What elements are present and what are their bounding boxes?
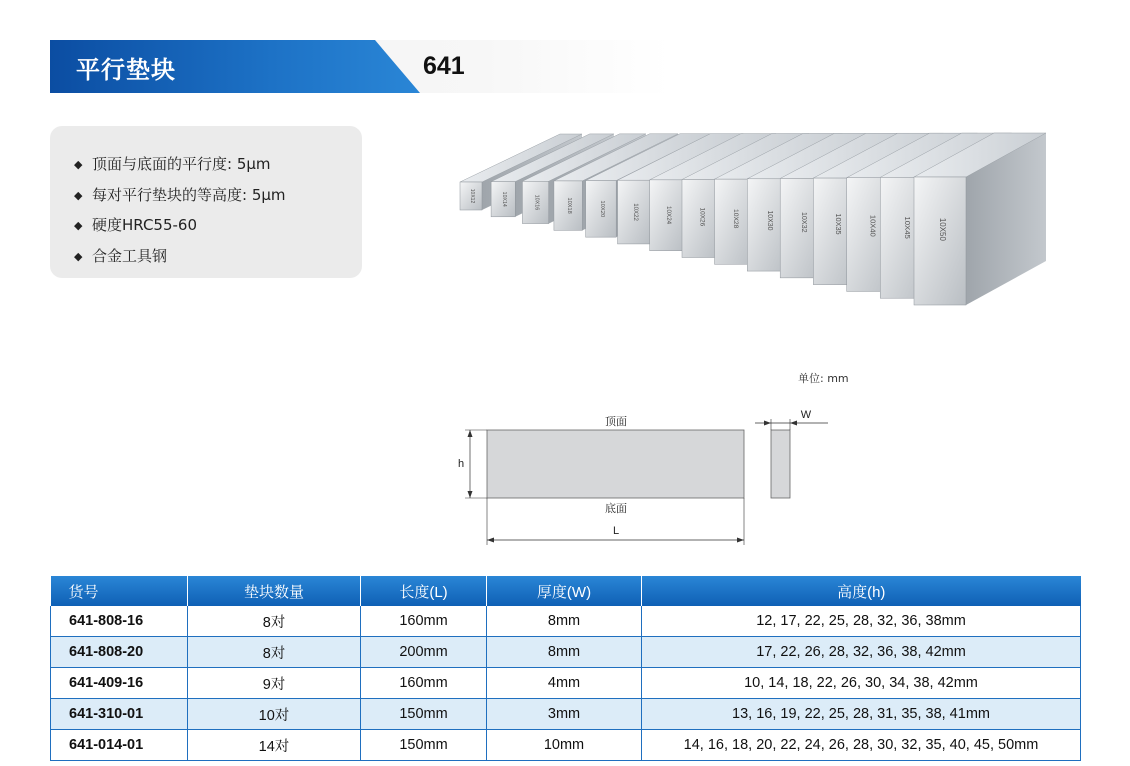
block-side-view xyxy=(771,430,790,498)
cell-heights: 13, 16, 19, 22, 25, 28, 31, 35, 38, 41mm xyxy=(642,699,1081,730)
block-size-label: 10X40 xyxy=(868,214,878,237)
feature-item: ◆ 每对平行垫块的等高度: 5μm xyxy=(74,181,286,212)
block-size-label: 10X12 xyxy=(469,188,475,204)
cell-thickness: 8mm xyxy=(487,637,642,668)
block-front-view xyxy=(487,430,744,498)
features-box xyxy=(50,126,362,278)
cell-length: 160mm xyxy=(361,668,487,699)
product-code: 641 xyxy=(423,52,465,80)
block-size-label: 10X30 xyxy=(765,210,773,231)
table-row xyxy=(51,606,1081,637)
header-banner xyxy=(50,40,670,93)
length-label: L xyxy=(612,525,620,537)
height-arrow-top xyxy=(468,430,473,437)
column-header: 高度(h) xyxy=(642,576,1081,606)
width-arrow-left xyxy=(764,421,771,426)
length-arrow-left xyxy=(487,538,494,543)
product-image xyxy=(455,130,1055,340)
column-header: 厚度(W) xyxy=(487,576,642,606)
cell-length: 200mm xyxy=(361,637,487,668)
diamond-bullet-icon: ◆ xyxy=(74,188,83,202)
cell-length: 150mm xyxy=(361,699,487,730)
block-size-label: 10X18 xyxy=(566,197,573,214)
cell-heights: 17, 22, 26, 28, 32, 36, 38, 42mm xyxy=(642,637,1081,668)
cell-thickness: 3mm xyxy=(487,699,642,730)
table-row xyxy=(51,637,1081,668)
page-title: 平行垫块 xyxy=(76,56,176,84)
block-size-label: 10X20 xyxy=(598,200,605,218)
column-header: 长度(L) xyxy=(361,576,487,606)
width-arrow-right xyxy=(790,421,797,426)
block-size-label: 10X32 xyxy=(799,211,808,233)
block-size-label: 10X26 xyxy=(698,207,706,227)
height-arrow-bottom xyxy=(468,491,473,498)
table-header-row xyxy=(51,576,1081,606)
cell-item-number: 641-808-20 xyxy=(51,637,188,668)
unit-label: 单位: mm xyxy=(798,372,849,385)
top-face-label: 顶面 xyxy=(605,415,627,428)
bottom-face-label: 底面 xyxy=(605,502,627,515)
diamond-bullet-icon: ◆ xyxy=(74,249,83,263)
diamond-bullet-icon: ◆ xyxy=(74,219,83,232)
table-row xyxy=(51,699,1081,730)
cell-item-number: 641-808-16 xyxy=(51,606,188,637)
cell-length: 160mm xyxy=(361,606,487,637)
cell-item-number: 641-310-01 xyxy=(51,699,188,730)
cell-heights: 14, 16, 18, 20, 22, 24, 26, 28, 30, 32, 35, 40, 45, 50mm xyxy=(642,730,1081,761)
spec-table xyxy=(50,576,1081,761)
block-size-label: 10X28 xyxy=(732,208,740,229)
feature-item: ◆ 顶面与底面的平行度: 5μm xyxy=(74,150,286,181)
block-size-label: 10X50 xyxy=(938,217,947,241)
cell-quantity: 14对 xyxy=(188,730,361,761)
block-size-label: 10X14 xyxy=(501,191,508,207)
block-size-label: 10X24 xyxy=(665,206,673,225)
cell-heights: 10, 14, 18, 22, 26, 30, 34, 38, 42mm xyxy=(642,668,1081,699)
diamond-bullet-icon: ◆ xyxy=(74,158,83,171)
block-size-label: 10X45 xyxy=(903,216,913,239)
column-header: 货号 xyxy=(51,576,188,606)
cell-length: 150mm xyxy=(361,730,487,761)
block-size-label: 10X35 xyxy=(834,213,844,235)
block-size-label: 10X22 xyxy=(631,203,638,221)
width-label: W xyxy=(800,409,812,421)
cell-heights: 12, 17, 22, 25, 28, 32, 36, 38mm xyxy=(642,606,1081,637)
cell-thickness: 8mm xyxy=(487,606,642,637)
cell-thickness: 4mm xyxy=(487,668,642,699)
table-row xyxy=(51,668,1081,699)
features-list xyxy=(74,150,286,272)
column-header: 垫块数量 xyxy=(188,576,361,606)
length-arrow-right xyxy=(737,538,744,543)
feature-item: ◆ 硬度HRC55-60 xyxy=(74,211,286,242)
height-label: h xyxy=(457,458,465,470)
table-row xyxy=(51,730,1081,761)
block-size-label: 10X16 xyxy=(533,194,540,211)
cell-quantity: 9对 xyxy=(188,668,361,699)
cell-quantity: 8对 xyxy=(188,606,361,637)
dimension-diagram xyxy=(450,405,840,555)
cell-quantity: 8对 xyxy=(188,637,361,668)
cell-item-number: 641-409-16 xyxy=(51,668,188,699)
cell-thickness: 10mm xyxy=(487,730,642,761)
cell-item-number: 641-014-01 xyxy=(51,730,188,761)
cell-quantity: 10对 xyxy=(188,699,361,730)
feature-item: ◆ 合金工具钢 xyxy=(74,242,286,273)
